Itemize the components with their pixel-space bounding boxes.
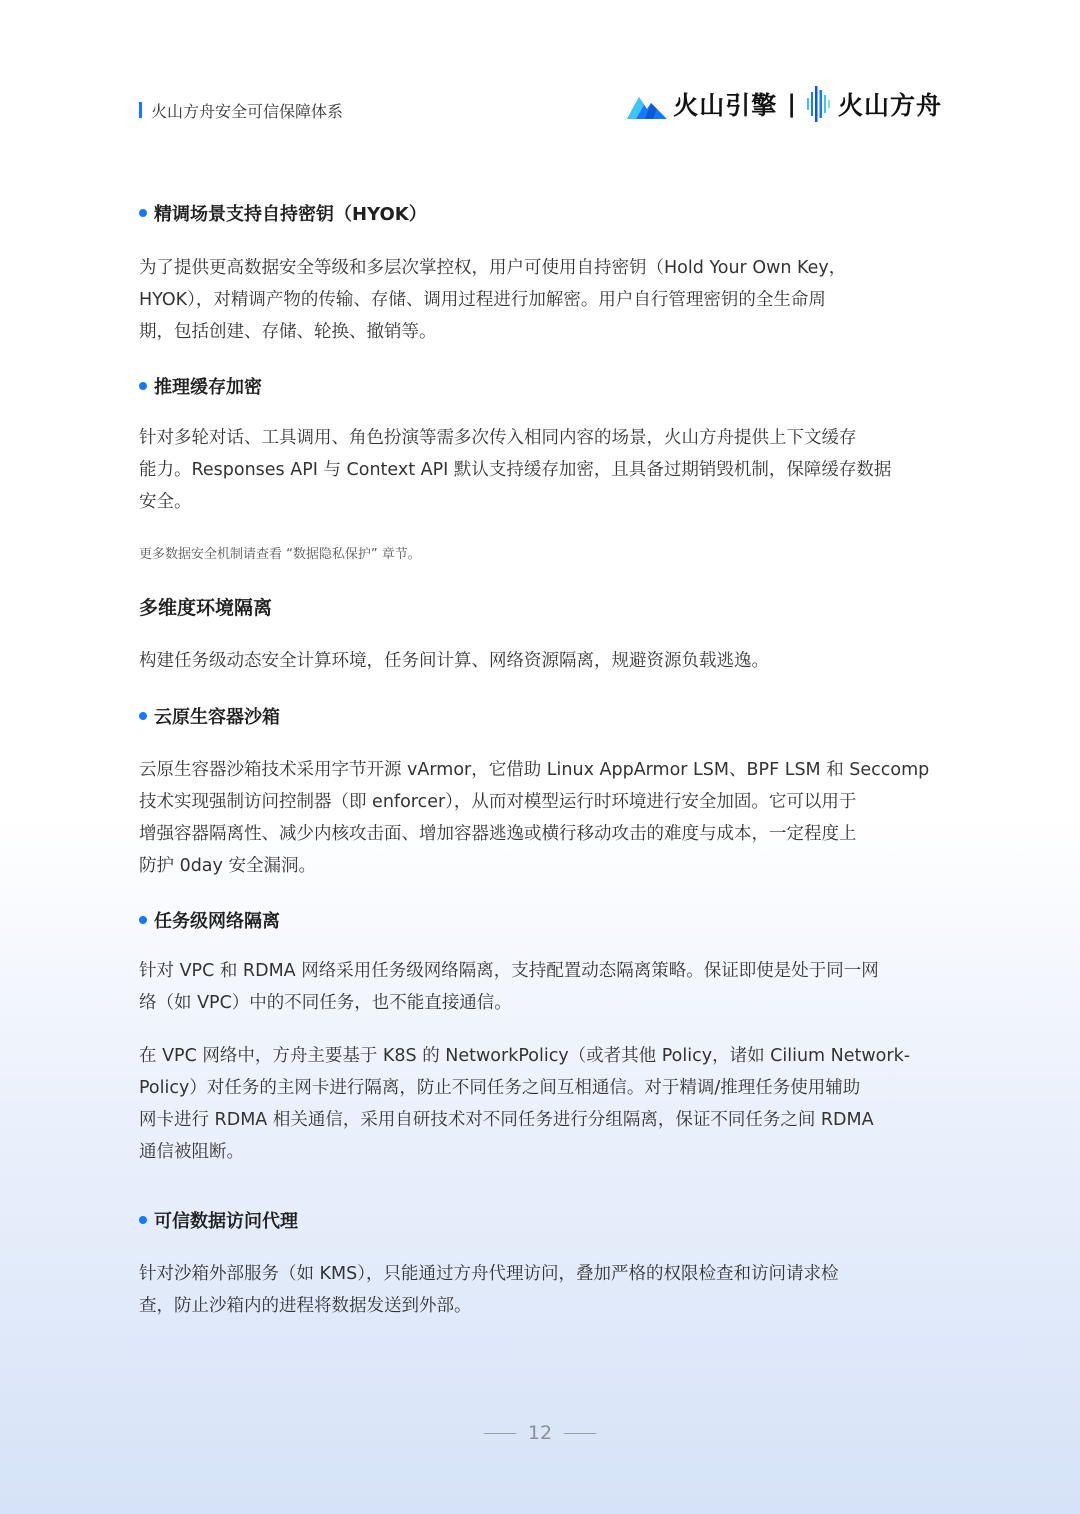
bullet-dot-icon [139,916,147,924]
heading-network [139,907,280,933]
footer-rule-left [484,1433,516,1434]
heading-network-text: 任务级网络隔离 [154,911,280,932]
logo-volcengine-text: 火山引擎 [673,91,778,120]
paragraph-line: 络（如 VPC）中的不同任务，也不能直接通信。 [139,993,512,1013]
bullet-dot-icon [139,1216,147,1224]
bullet-dot-icon [139,382,147,390]
heading-proxy [139,1207,298,1233]
heading-cache-text: 推理缓存加密 [154,377,262,398]
heading-hyok-text: 精调场景支持自持密钥（HYOK） [154,204,427,225]
heading-cache [139,373,262,399]
paragraph-line: 能力。Responses API 与 Context API 默认支持缓存加密，且具备过期销毁机制，保障缓存数据 [139,460,892,480]
paragraph-line: 网卡进行 RDMA 相关通信，采用自研技术对不同任务进行分组隔离，保证不同任务之间 RDMA [139,1110,874,1130]
page-footer [0,1418,1080,1448]
paragraph-line: 增强容器隔离性、减少内核攻击面、增加容器逃逸或横行移动攻击的难度与成本，一定程度上 [139,824,857,844]
page-number: 12 [527,1422,553,1444]
paragraph-line: 查，防止沙箱内的进程将数据发送到外部。 [139,1296,472,1316]
paragraph-line: Policy）对任务的主网卡进行隔离，防止不同任务之间互相通信。对于精调/推理任务使用辅助 [139,1078,861,1098]
paragraph-line: 通信被阻断。 [139,1142,244,1162]
bullet-dot-icon [139,712,147,720]
paragraph-line: 针对多轮对话、工具调用、角色扮演等需多次传入相同内容的场景，火山方舟提供上下文缓存 [139,428,857,448]
paragraph-line: 针对 VPC 和 RDMA 网络采用任务级网络隔离，支持配置动态隔离策略。保证即使是处于同一网 [139,961,879,981]
brand-logo [627,82,942,126]
paragraph-line: 安全。 [139,492,192,512]
heading-sandbox-text: 云原生容器沙箱 [154,707,280,728]
heading-sandbox [139,703,280,729]
paragraph-line: 防护 0day 安全漏洞。 [139,856,316,876]
document-title: 火山方舟安全可信保障体系 [151,101,344,121]
paragraph-network-2 [139,1040,949,1168]
logo-separator: | [787,90,796,118]
paragraph-line: 期，包括创建、存储、轮换、撤销等。 [139,322,437,342]
paragraph-line: 为了提供更高数据安全等级和多层次掌控权，用户可使用自持密钥（Hold Your Own Key， [139,258,847,278]
paragraph-proxy [139,1258,949,1322]
bullet-dot-icon [139,209,147,217]
paragraph-isolation-intro [139,645,949,677]
heading-hyok [139,200,427,226]
paragraph-line: 在 VPC 网络中，方舟主要基于 K8S 的 NetworkPolicy（或者其他 Policy，诸如 Cilium Network- [139,1046,911,1066]
paragraph-line: 针对沙箱外部服务（如 KMS），只能通过方舟代理访问，叠加严格的权限检查和访问请求检 [139,1264,839,1284]
paragraph-line: HYOK），对精调产物的传输、存储、调用过程进行加解密。用户自行管理密钥的全生命周 [139,290,826,310]
paragraph-network-1 [139,955,949,1019]
paragraph-line: 技术实现强制访问控制器（即 enforcer），从而对模型运行时环境进行安全加固。它可以用于 [139,792,857,812]
footer-rule-right [564,1433,596,1434]
logo-ark-text: 火山方舟 [837,91,942,120]
paragraph-hyok [139,252,949,348]
paragraph-line: 云原生容器沙箱技术采用字节开源 vArmor，它借助 Linux AppArmor LSM、BPF LSM 和 Seccomp [139,760,930,780]
paragraph-line: 构建任务级动态安全计算环境，任务间计算、网络资源隔离，规避资源负载逃逸。 [139,651,769,671]
paragraph-cache [139,422,949,518]
section-title-isolation: 多维度环境隔离 [139,597,273,619]
ark-waveform-icon [806,86,832,122]
volcengine-mountain-icon [627,89,667,119]
header-accent-bar [139,102,142,118]
paragraph-sandbox [139,754,949,882]
heading-proxy-text: 可信数据访问代理 [154,1211,298,1232]
note-data-privacy: 更多数据安全机制请查看 “数据隐私保护” 章节。 [139,547,421,562]
header-title [139,99,343,121]
